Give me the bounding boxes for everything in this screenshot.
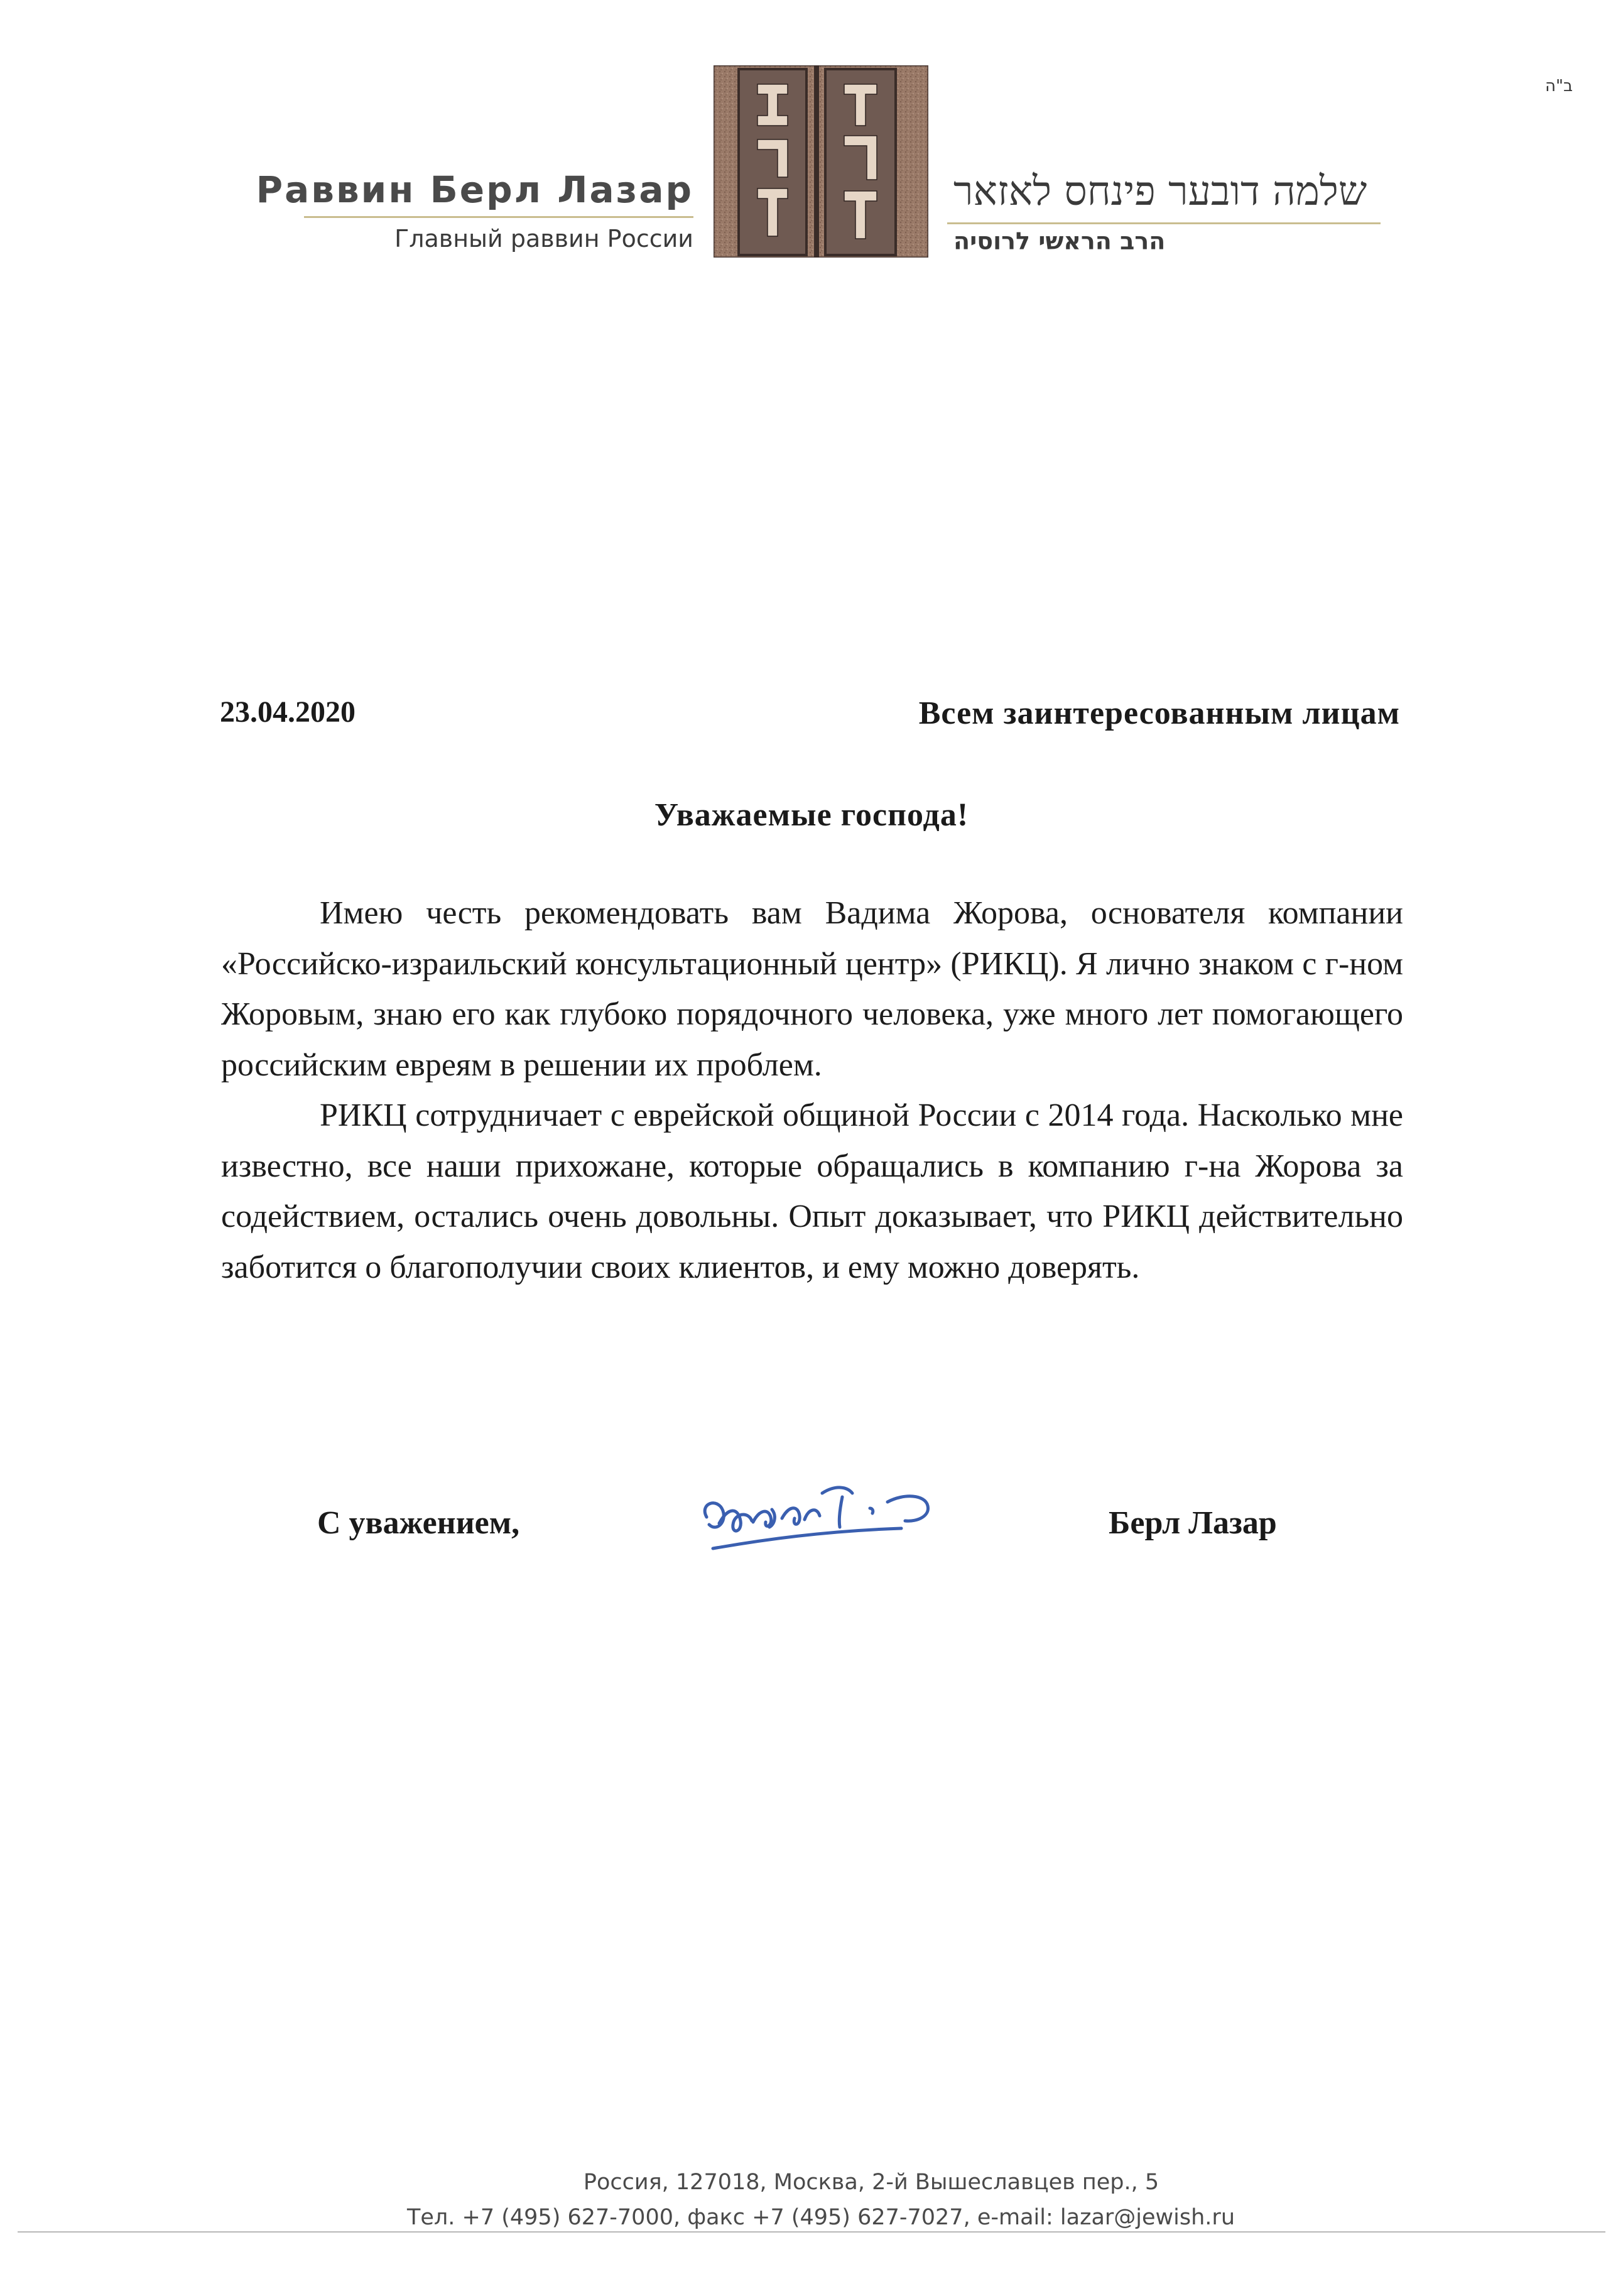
footer-rule [18, 2231, 1605, 2233]
emblem-logo [714, 65, 928, 258]
letter-body [221, 888, 1403, 1293]
handwritten-signature [688, 1448, 1002, 1586]
letterhead-title-he: הרב הראשי לרוסיה [953, 227, 1166, 255]
footer-address: Россия, 127018, Москва, 2-й Вышеславцев пер., 5 [583, 2170, 1159, 2195]
letterhead-rule-left [304, 216, 693, 218]
letterhead-title-ru: Главный раввин России [394, 225, 693, 253]
letterhead-name-ru: Раввин Берл Лазар [256, 168, 693, 211]
letter-signer: Берл Лазар [1109, 1505, 1277, 1541]
letter-closing: С уважением, [317, 1505, 520, 1541]
footer-contacts: Тел. +7 (495) 627-7000, факс +7 (495) 627-7027, e-mail: lazar@jewish.ru [406, 2205, 1235, 2230]
bh-mark: ב"ה [1545, 77, 1573, 95]
letterhead-rule-right [947, 222, 1381, 224]
letter-salutation: Уважаемые господа! [654, 797, 969, 833]
letterhead-name-he: שלמה דובער פינחס לאזאר [953, 168, 1367, 215]
body-paragraph-1: Имею честь рекомендовать вам Вадима Жорова, основателя компании «Российско-израильский консультационный центр» (РИКЦ). Я лично знаком с г-ном Жоровым, знаю его как глубоко порядочного человека, уже много лет помогающего российским евреям в решении их проблем. [221, 895, 1403, 1083]
letter-date: 23.04.2020 [220, 695, 356, 729]
letter-addressee: Всем заинтересованным лицам [918, 695, 1400, 731]
body-paragraph-2: РИКЦ сотрудничает с еврейской общиной России с 2014 года. Насколько мне известно, все наши прихожане, которые обращались в компанию г-на Жорова за содействием, остались очень довольны. Опыт доказывает, что РИКЦ действительно заботится о благополучии своих клиентов, и ему можно доверять. [221, 1097, 1403, 1285]
